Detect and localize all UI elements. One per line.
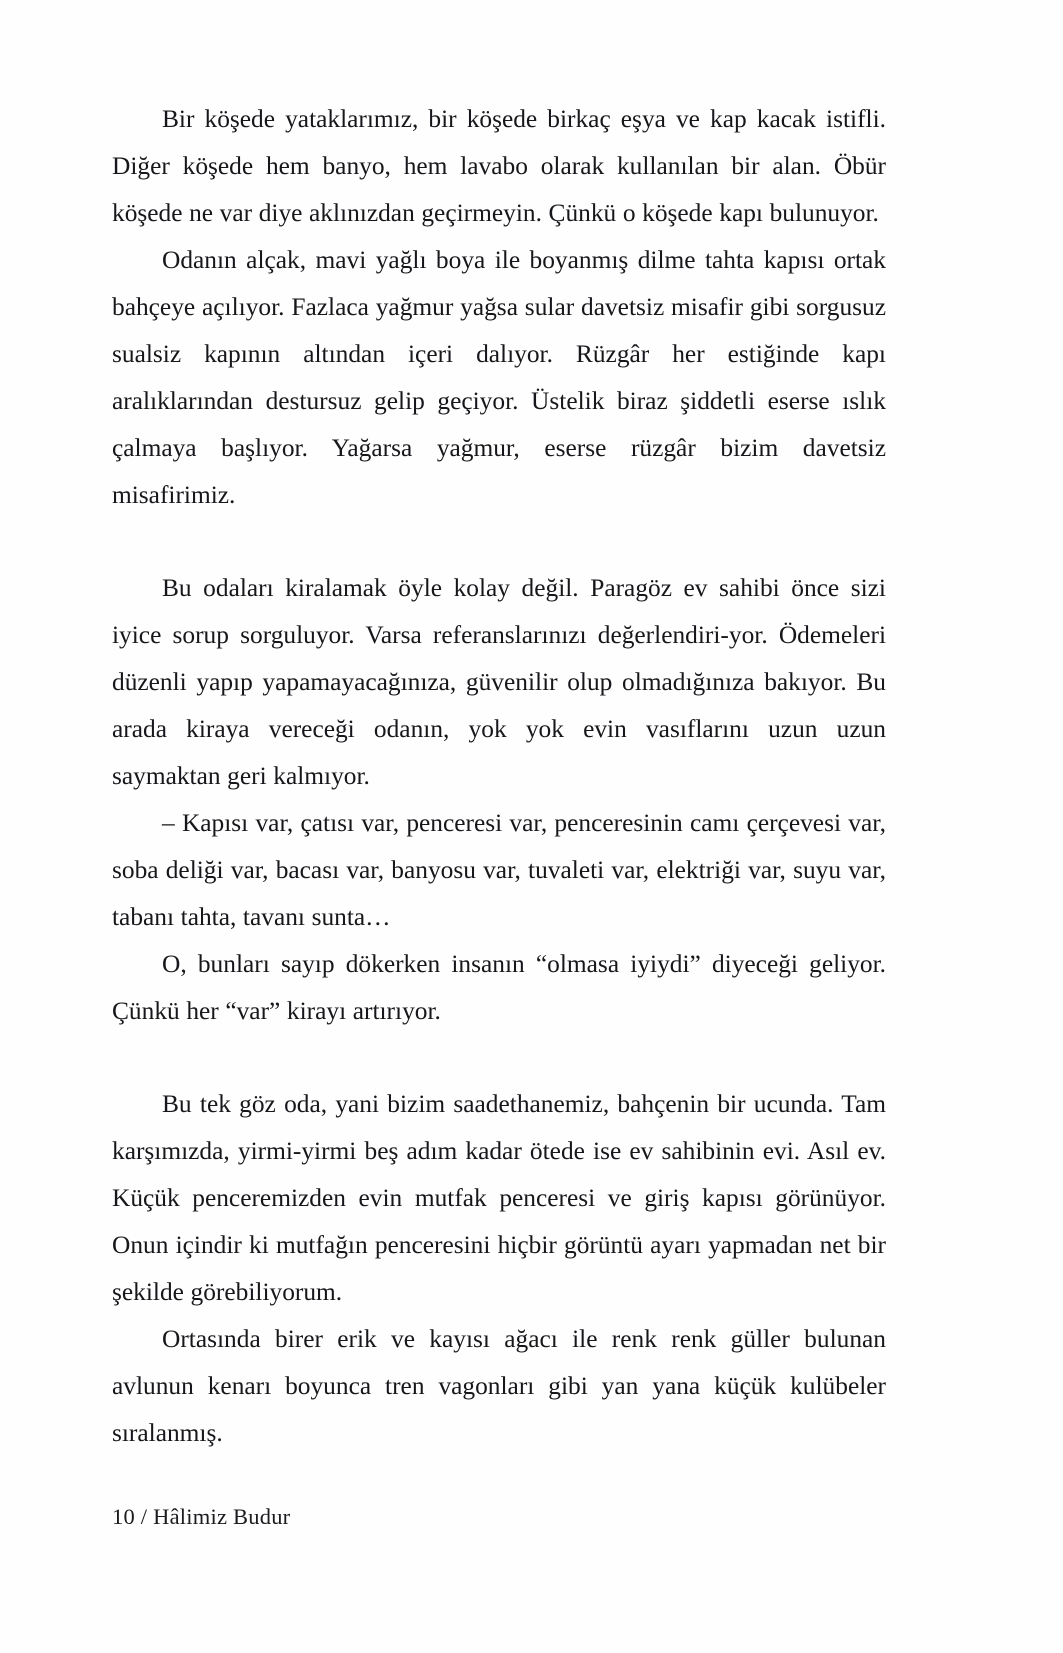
page-footer: 10 / Hâlimiz Budur — [112, 1504, 291, 1529]
paragraph-2: Odanın alçak, mavi yağlı boya ile boyanmış dilme tahta kapısı ortak bahçeye açılıyor. Fazlaca yağmur yağsa sular davetsiz misafir gibi sorgusuz sualsiz kapının altından içeri dalıyor. Rüzgâr her estiğinde kapı aralıklarından destursuz gelip geçiyor. Üstelik biraz şiddetli eserse ıslık çalmaya başlıyor. Yağarsa yağmur, eserse rüzgâr bizim davetsiz misafirimiz. — [112, 246, 886, 509]
paragraph-6: Bu tek göz oda, yani bizim saadethanemiz, bahçenin bir ucunda. Tam karşımızda, yirmi-yirmi beş adım kadar ötede ise ev sahibinin evi. Asıl ev. Küçük penceremizden evin mutfak penceresi ve giriş kapısı görünüyor. Onun içindir ki mutfağın penceresini hiçbir görüntü ayarı yapmadan net bir şekilde görebiliyorum. — [112, 1090, 886, 1306]
paragraph-3: Bu odaları kiralamak öyle kolay değil. Paragöz ev sahibi önce sizi iyice sorup sorguluyor. Varsa referanslarınızı değerlendiri-yor. Ödemeleri düzenli yapıp yapamayacağınıza, güvenilir olup olmadığınıza bakıyor. Bu arada kiraya vereceği odanın, yok yok evin vasıflarını uzun uzun saymaktan geri kalmıyor. — [112, 574, 886, 790]
paragraph-1: Bir köşede yataklarımız, bir köşede birkaç eşya ve kap kacak istifli. Diğer köşede hem banyo, hem lavabo olarak kullanılan bir alan. Öbür köşede ne var diye aklınızdan geçirmeyin. Çünkü o köşede kapı bulunuyor. — [112, 105, 886, 227]
paragraph-5: O, bunları sayıp dökerken insanın “olmasa iyiydi” diyeceği geliyor. Çünkü her “var” kirayı artırıyor. — [112, 950, 886, 1025]
paragraph-7: Ortasında birer erik ve kayısı ağacı ile renk renk güller bulunan avlunun kenarı boyunca tren vagonları gibi yan yana küçük kulübeler sıralanmış. — [112, 1325, 886, 1447]
text-column — [112, 96, 886, 1457]
paragraph-4-dialogue: – Kapısı var, çatısı var, penceresi var, penceresinin camı çerçevesi var, soba deliği var, bacası var, banyosu var, tuvaleti var, elektriği var, suyu var, tabanı tahta, tavanı sunta… — [112, 809, 886, 931]
